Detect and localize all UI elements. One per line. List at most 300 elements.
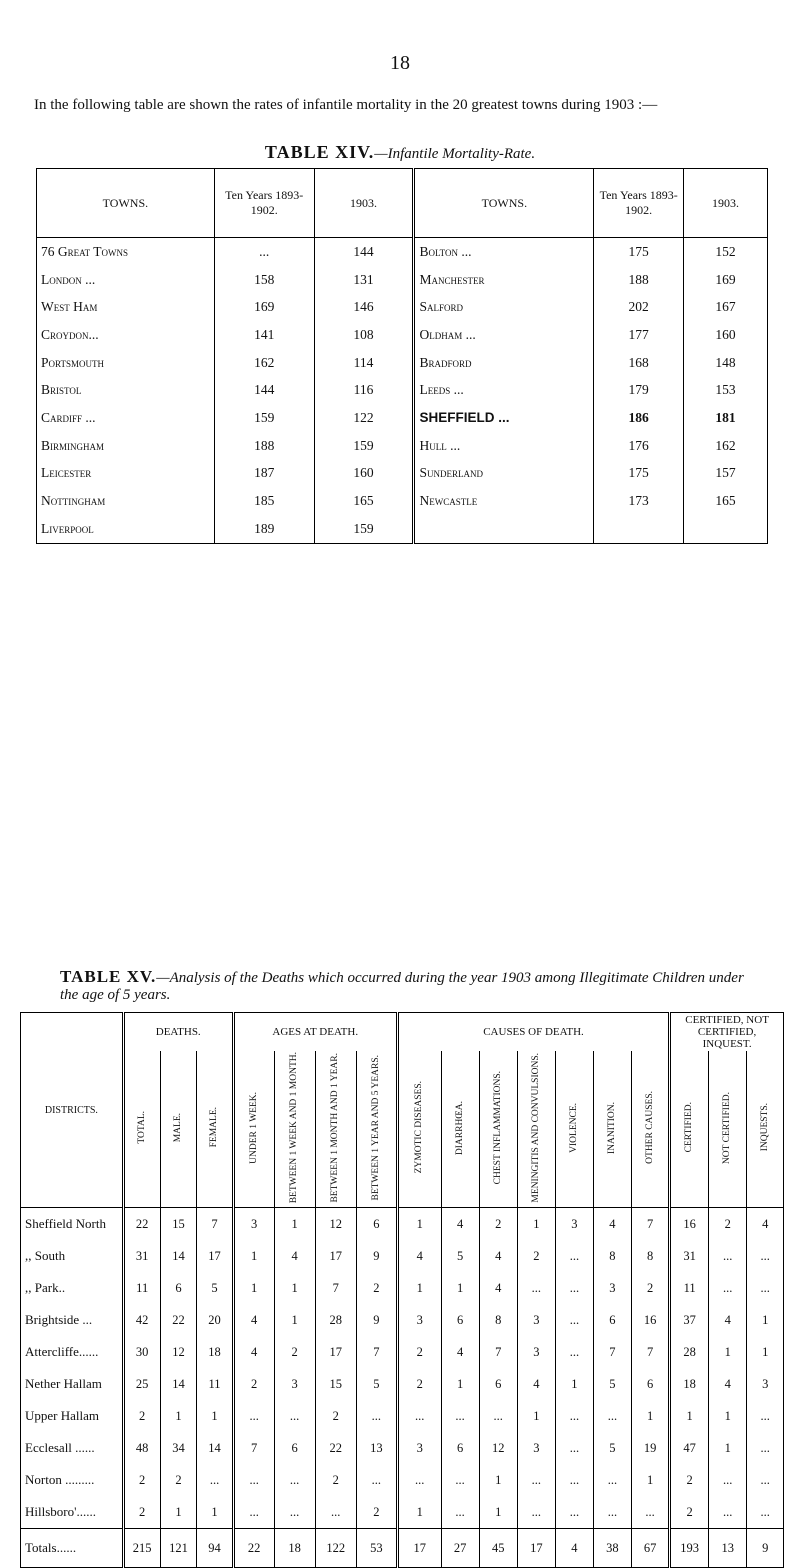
causes-group-header: CAUSES OF DEATH. [397,1013,669,1052]
cell-value: 4 [233,1336,274,1368]
town-name-left: London ... [41,271,96,287]
cell-value: 48 [123,1432,160,1464]
table14-title-sub: —Infantile Mortality-Rate. [374,146,536,162]
district-row [21,1368,784,1400]
cell-value: 20 [197,1304,233,1336]
cell-value: 4 [479,1272,517,1304]
intro-paragraph: In the following table are shown the rates of infantile mortality in the 20 greatest towns during 1903 :— [34,97,658,113]
cell-value: 16 [631,1304,669,1336]
column-header [593,1051,631,1208]
column-header [356,1051,397,1208]
column-header [160,1051,197,1208]
column-header-label: FEMALE. [209,1107,220,1148]
cell-value: 17 [517,1529,555,1568]
cell-value: 4 [747,1208,784,1241]
ten-year-rate-left: 141 [214,321,314,349]
table14-row [37,376,768,404]
district-name: Attercliffe...... [25,1344,99,1360]
page-number: 18 [390,52,410,74]
cell-value: 2 [356,1496,397,1529]
cell-value: 45 [479,1529,517,1568]
cell-value: 1 [555,1368,593,1400]
column-header-label: INQUESTS. [759,1103,770,1152]
cell-value: 22 [160,1304,197,1336]
district-row [21,1464,784,1496]
table14-header-row [37,169,768,238]
rate-1903-right: 153 [684,376,768,404]
cell-value: 3 [517,1432,555,1464]
cell-value: ... [747,1496,784,1529]
cell-value: 4 [517,1368,555,1400]
cell-value: 1 [479,1464,517,1496]
year-1903-header: 1903. [684,169,768,238]
cell-value: 22 [233,1529,274,1568]
cell-value: ... [709,1240,747,1272]
town-name-right: Oldham ... [414,321,594,349]
district-row [21,1240,784,1272]
district-name: Norton ......... [25,1472,95,1488]
cell-value: 17 [397,1529,441,1568]
cell-value: ... [397,1400,441,1432]
cell-value: 17 [315,1240,356,1272]
town-name-left: West Ham [41,299,98,315]
cell-value: 8 [479,1304,517,1336]
column-header [670,1051,709,1208]
ten-year-rate-left: 185 [214,487,314,515]
town-name-right: Manchester [414,266,594,294]
town-name-right: SHEFFIELD ... [414,404,594,432]
cell-value: ... [593,1496,631,1529]
column-header [197,1051,233,1208]
table14-row [37,293,768,321]
cell-value: 5 [441,1240,479,1272]
district-row [21,1432,784,1464]
cell-value: 25 [123,1368,160,1400]
infantile-mortality-table [36,168,768,544]
cell-value: 6 [593,1304,631,1336]
cell-value: 7 [233,1432,274,1464]
district-name: Brightside ... [25,1312,93,1328]
cell-value: 6 [441,1304,479,1336]
rate-1903-left: 114 [314,349,414,377]
cell-value: ... [747,1432,784,1464]
cell-value: 11 [197,1368,233,1400]
cell-value: 3 [397,1432,441,1464]
cell-value: 31 [670,1240,709,1272]
rate-1903-left: 116 [314,376,414,404]
cell-value: 1 [747,1304,784,1336]
cell-value: 2 [631,1272,669,1304]
ten-year-rate-left: 187 [214,460,314,488]
cell-value: 1 [670,1400,709,1432]
cell-value: ... [233,1496,274,1529]
cell-value: 94 [197,1529,233,1568]
district-name: Sheffield North [25,1216,106,1232]
rate-1903-left: 146 [314,293,414,321]
cell-value: 2 [397,1336,441,1368]
certified-group-header: CERTIFIED, NOT CERTIFIED, INQUEST. [670,1013,784,1052]
table14-row [37,460,768,488]
district-name: Hillsboro'...... [25,1504,96,1520]
cell-value: ... [479,1400,517,1432]
ten-years-header: Ten Years 1893-1902. [214,169,314,238]
cell-value: ... [631,1496,669,1529]
cell-value: 17 [197,1240,233,1272]
illegitimate-deaths-table [20,1012,784,1568]
cell-value: 22 [123,1208,160,1241]
table15-title-text: —Analysis of the Deaths which occurred during the year 1903 among Illegitimate Children under the age of 5 years. [60,970,744,1003]
cell-value: ... [356,1464,397,1496]
ten-year-rate-right: 168 [594,349,684,377]
cell-value: 12 [160,1336,197,1368]
cell-value: ... [315,1496,356,1529]
cell-value: 7 [593,1336,631,1368]
cell-value: 14 [160,1240,197,1272]
rate-1903-left: 160 [314,460,414,488]
cell-value: 1 [274,1208,315,1241]
cell-value: 1 [441,1368,479,1400]
cell-value: 31 [123,1240,160,1272]
cell-value: 1 [631,1400,669,1432]
cell-value: 4 [555,1529,593,1568]
column-header-label: UNDER 1 WEEK. [248,1091,259,1164]
column-header [397,1051,441,1208]
cell-value: ... [555,1432,593,1464]
cell-value: 5 [593,1432,631,1464]
column-header-label: OTHER CAUSES. [644,1091,655,1165]
totals-row [21,1529,784,1568]
ten-years-header: Ten Years 1893-1902. [594,169,684,238]
cell-value: 3 [233,1208,274,1241]
town-name-right [414,515,594,543]
ten-year-rate-right: 179 [594,376,684,404]
cell-value: 1 [479,1496,517,1529]
rate-1903-right: 152 [684,238,768,266]
rate-1903-right: 165 [684,487,768,515]
cell-value: ... [747,1272,784,1304]
table14-row [37,432,768,460]
cell-value: 4 [274,1240,315,1272]
cell-value: 193 [670,1529,709,1568]
table15-group-header-row [21,1013,784,1052]
column-header-label: VIOLENCE. [568,1102,579,1153]
cell-value: 2 [356,1272,397,1304]
town-name-right: Bradford [414,349,594,377]
district-name: Upper Hallam [25,1408,100,1424]
rate-1903-left: 131 [314,266,414,294]
cell-value: 3 [274,1368,315,1400]
district-row [21,1208,784,1241]
town-name-left: Croydon... [41,326,99,342]
cell-value: 15 [315,1368,356,1400]
cell-value: ... [555,1496,593,1529]
cell-value: 11 [123,1272,160,1304]
cell-value: 5 [356,1368,397,1400]
rate-1903-left: 122 [314,404,414,432]
cell-value: 3 [517,1336,555,1368]
rate-1903-left: 165 [314,487,414,515]
column-header-label: ZYMOTIC DISEASES. [414,1081,425,1174]
district-name: Totals...... [21,1529,124,1568]
cell-value: ... [747,1464,784,1496]
cell-value: ... [517,1496,555,1529]
towns-header: TOWNS. [414,169,594,238]
ten-year-rate-left: 188 [214,432,314,460]
cell-value: 8 [631,1240,669,1272]
ten-year-rate-right: 176 [594,432,684,460]
cell-value: 6 [274,1432,315,1464]
cell-value: 4 [397,1240,441,1272]
column-header [274,1051,315,1208]
column-header [479,1051,517,1208]
cell-value: 47 [670,1432,709,1464]
column-header [517,1051,555,1208]
cell-value: 3 [397,1304,441,1336]
cell-value: 4 [593,1208,631,1241]
town-name-left: Cardiff ... [41,409,96,425]
ten-year-rate-right: 177 [594,321,684,349]
column-header [631,1051,669,1208]
cell-value: 1 [233,1272,274,1304]
cell-value: ... [593,1464,631,1496]
ten-year-rate-right: 175 [594,460,684,488]
cell-value: 4 [709,1304,747,1336]
cell-value: 11 [670,1272,709,1304]
ten-year-rate-right: 202 [594,293,684,321]
town-name-left: Birmingham [41,437,105,453]
cell-value: 215 [123,1529,160,1568]
districts-header: DISTRICTS. [21,1013,124,1208]
cell-value: 1 [517,1400,555,1432]
cell-value: 1 [709,1432,747,1464]
column-header [315,1051,356,1208]
table14-row [37,404,768,432]
town-name-left: Nottingham [41,493,106,509]
cell-value: 1 [197,1400,233,1432]
cell-value: 28 [315,1304,356,1336]
cell-value: ... [356,1400,397,1432]
cell-value: 18 [670,1368,709,1400]
cell-value: ... [441,1400,479,1432]
cell-value: 6 [479,1368,517,1400]
ten-year-rate-left: 189 [214,515,314,543]
town-name-right: Leeds ... [414,376,594,404]
cell-value: 2 [479,1208,517,1241]
cell-value: ... [274,1496,315,1529]
column-header [709,1051,747,1208]
ten-year-rate-right: 188 [594,266,684,294]
cell-value: 16 [670,1208,709,1241]
ten-year-rate-right: 175 [594,238,684,266]
cell-value: ... [441,1464,479,1496]
rate-1903-right: 148 [684,349,768,377]
column-header-label: MENINGITIS AND CONVULSIONS. [530,1052,541,1203]
rate-1903-left: 159 [314,515,414,543]
cell-value: 9 [356,1240,397,1272]
cell-value: 1 [233,1240,274,1272]
district-row [21,1336,784,1368]
cell-value: ... [555,1304,593,1336]
cell-value: ... [709,1464,747,1496]
rate-1903-right: 157 [684,460,768,488]
cell-value: 1 [709,1400,747,1432]
district-name: ,, South [25,1248,66,1264]
cell-value: 18 [197,1336,233,1368]
cell-value: 67 [631,1529,669,1568]
town-name-right: Salford [414,293,594,321]
cell-value: 1 [397,1496,441,1529]
district-row [21,1272,784,1304]
cell-value: 12 [315,1208,356,1241]
ages-group-header: AGES AT DEATH. [233,1013,397,1052]
column-header [233,1051,274,1208]
column-header-label: BETWEEN 1 YEAR AND 5 YEARS. [370,1054,381,1201]
cell-value: 12 [479,1432,517,1464]
cell-value: 4 [233,1304,274,1336]
cell-value: 8 [593,1240,631,1272]
ten-year-rate-left: ... [214,238,314,266]
district-name: Ecclesall ...... [25,1440,95,1456]
column-header-label: TOTAL. [136,1111,147,1144]
cell-value: ... [517,1464,555,1496]
deaths-group-header: DEATHS. [123,1013,233,1052]
column-header [555,1051,593,1208]
cell-value: ... [517,1272,555,1304]
rate-1903-right: 169 [684,266,768,294]
cell-value: 5 [593,1368,631,1400]
rate-1903-right: 162 [684,432,768,460]
cell-value: 121 [160,1529,197,1568]
table14-title-label: TABLE XIV. [264,142,375,162]
town-name-left: Bristol [41,382,82,398]
cell-value: 1 [274,1272,315,1304]
cell-value: 13 [356,1432,397,1464]
column-header [123,1051,160,1208]
cell-value: 1 [197,1496,233,1529]
cell-value: 13 [709,1529,747,1568]
town-name-left: 76 Great Towns [41,243,129,259]
cell-value: ... [233,1464,274,1496]
cell-value: 7 [479,1336,517,1368]
ten-year-rate-left: 159 [214,404,314,432]
cell-value: ... [197,1464,233,1496]
cell-value: 3 [555,1208,593,1241]
cell-value: 30 [123,1336,160,1368]
district-row [21,1400,784,1432]
cell-value: 9 [356,1304,397,1336]
cell-value: 1 [397,1272,441,1304]
cell-value: 1 [631,1464,669,1496]
cell-value: 6 [441,1432,479,1464]
table14-row [37,321,768,349]
cell-value: ... [593,1400,631,1432]
cell-value: 2 [123,1464,160,1496]
ten-year-rate-right [594,515,684,543]
cell-value: 2 [670,1464,709,1496]
cell-value: 17 [315,1336,356,1368]
cell-value: 122 [315,1529,356,1568]
table14-row [37,487,768,515]
cell-value: 22 [315,1432,356,1464]
cell-value: 5 [197,1272,233,1304]
cell-value: 1 [517,1208,555,1241]
town-name-right: Sunderland [414,460,594,488]
cell-value: ... [233,1400,274,1432]
cell-value: 7 [631,1208,669,1241]
cell-value: 6 [356,1208,397,1241]
cell-value: 34 [160,1432,197,1464]
cell-value: 4 [441,1336,479,1368]
cell-value: 42 [123,1304,160,1336]
town-name-left: Liverpool [41,520,94,536]
cell-value: 19 [631,1432,669,1464]
cell-value: ... [274,1400,315,1432]
cell-value: 4 [479,1240,517,1272]
ten-year-rate-right: 173 [594,487,684,515]
ten-year-rate-right: 186 [594,404,684,432]
column-header-label: INANITION. [606,1101,617,1154]
cell-value: 38 [593,1529,631,1568]
ten-year-rate-left: 169 [214,293,314,321]
district-name: ,, Park.. [25,1280,66,1296]
cell-value: 1 [397,1208,441,1241]
cell-value: 27 [441,1529,479,1568]
district-row [21,1496,784,1529]
table14-row [37,238,768,266]
cell-value: ... [555,1464,593,1496]
ten-year-rate-left: 158 [214,266,314,294]
cell-value: 4 [709,1368,747,1400]
cell-value: 3 [747,1368,784,1400]
column-header-label: BETWEEN 1 WEEK AND 1 MONTH. [289,1052,300,1204]
cell-value: 15 [160,1208,197,1241]
cell-value: 53 [356,1529,397,1568]
rate-1903-right: 160 [684,321,768,349]
cell-value: 2 [709,1208,747,1241]
cell-value: 7 [315,1272,356,1304]
cell-value: 1 [160,1400,197,1432]
cell-value: ... [747,1240,784,1272]
cell-value: 1 [747,1336,784,1368]
towns-header: TOWNS. [37,169,215,238]
ten-year-rate-left: 144 [214,376,314,404]
town-name-right: Newcastle [414,487,594,515]
cell-value: 2 [123,1400,160,1432]
rate-1903-left: 108 [314,321,414,349]
table14-row [37,349,768,377]
table15-title-label: TABLE XV. [60,967,157,986]
cell-value: 14 [197,1432,233,1464]
column-header-label: CERTIFIED. [684,1102,695,1153]
rate-1903-left: 159 [314,432,414,460]
cell-value: 7 [197,1208,233,1241]
cell-value: 6 [160,1272,197,1304]
cell-value: ... [747,1400,784,1432]
cell-value: 2 [315,1400,356,1432]
cell-value: ... [441,1496,479,1529]
rate-1903-right: 167 [684,293,768,321]
cell-value: 2 [670,1496,709,1529]
town-name-right: Bolton ... [414,238,594,266]
cell-value: 7 [631,1336,669,1368]
cell-value: 2 [233,1368,274,1400]
cell-value: 18 [274,1529,315,1568]
cell-value: 28 [670,1336,709,1368]
cell-value: 9 [747,1529,784,1568]
column-header [441,1051,479,1208]
cell-value: 3 [593,1272,631,1304]
column-header [747,1051,784,1208]
